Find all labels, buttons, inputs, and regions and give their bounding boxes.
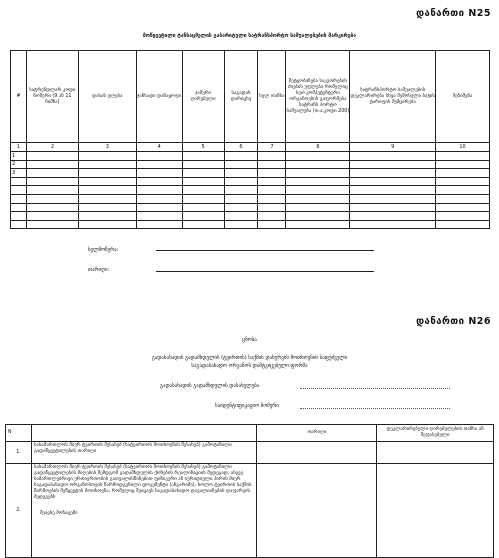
table-cell[interactable] [224,186,258,195]
table-cell[interactable] [224,169,258,178]
taxpayer-name-field[interactable] [300,388,450,389]
column-number: 9 [350,143,436,152]
table-cell[interactable] [26,177,78,186]
col-header: # [11,51,27,143]
table-cell[interactable] [286,194,350,203]
table-cell[interactable] [436,212,490,221]
table-cell[interactable] [182,194,224,203]
row-description: სასამართლოს მიერ ტვირთის შესახებ (სატვირთოს მოთხოვნის შესახებ) გამოტანილი გადაწყვეტილების თარიღი [31,442,257,464]
table-cell[interactable] [286,160,350,169]
table-cell[interactable] [224,220,258,229]
table-cell[interactable] [350,212,436,221]
table-cell[interactable] [78,177,136,186]
column-number: 2 [26,143,78,152]
table-cell[interactable] [78,160,136,169]
table-cell[interactable] [26,203,78,212]
table-cell[interactable] [350,194,436,203]
col-header-amount: დეკლარირებული ღირებულების თანხა ან შეფასებული [377,425,494,442]
annex-25-label: დანართი N25 [416,8,491,19]
table-row [11,152,490,161]
table-cell[interactable] [258,194,286,203]
column-number: 5 [182,143,224,152]
table-cell[interactable] [224,160,258,169]
table-cell[interactable] [350,186,436,195]
table-cell[interactable] [136,220,182,229]
table-cell[interactable] [182,177,224,186]
row-date-cell[interactable] [257,442,377,464]
table-row [11,203,490,212]
col-header-n: N [6,425,32,442]
id-number-field[interactable] [300,408,450,409]
table-cell[interactable] [436,152,490,161]
table-cell[interactable] [182,160,224,169]
table-cell[interactable] [26,152,78,161]
table-cell[interactable] [224,152,258,161]
table-cell[interactable] [286,186,350,195]
table-cell[interactable] [182,212,224,221]
annex-26-title: ცნობა [242,337,257,343]
table-row [6,442,494,464]
table-cell[interactable] [26,160,78,169]
date-line[interactable] [156,271,374,272]
table-cell[interactable] [26,212,78,221]
table-cell[interactable] [436,186,490,195]
row-description [31,464,257,558]
table-cell[interactable] [136,203,182,212]
table-cell[interactable] [258,152,286,161]
table-cell[interactable] [436,220,490,229]
table-cell[interactable] [258,212,286,221]
table-cell[interactable] [258,220,286,229]
table-cell[interactable] [224,203,258,212]
table-cell[interactable] [258,160,286,169]
table-row [6,464,494,558]
col-header-desc [31,425,257,442]
signature-line[interactable] [156,250,374,251]
table-cell[interactable] [436,169,490,178]
annex-26-table [5,424,494,558]
row-number: 1 [11,152,27,161]
table-cell[interactable] [136,152,182,161]
table-cell[interactable] [258,169,286,178]
table-cell[interactable] [350,152,436,161]
table-cell[interactable] [286,212,350,221]
table-row [11,212,490,221]
annex-26-subtitle-2: საგადასახადო ორგანოს დამტკიცებული ფორმა [191,363,308,369]
row-number: 1. [6,442,32,464]
row-number [11,220,27,229]
col-header: სატრენდლარ კოდი ნომერი (9 ან 11 ნიშნა) [26,51,78,143]
table-cell[interactable] [436,177,490,186]
annex-25-title: მოწყვეტილი ტანსაცმელის გაბარიტული სატრანსპორტო საშუალებების მარკირება [142,33,357,39]
column-number: 3 [78,143,136,152]
table-cell[interactable] [78,194,136,203]
col-header: საგადახ დარიცხვ [224,51,258,143]
column-number: 10 [436,143,490,152]
table-cell[interactable] [224,212,258,221]
table-cell[interactable] [136,169,182,178]
table-cell[interactable] [350,169,436,178]
table-cell[interactable] [182,203,224,212]
table-cell[interactable] [26,169,78,178]
table-cell[interactable] [286,220,350,229]
id-number-label: საიდენტიფიკაციო ნომერი [215,403,279,409]
col-header: შეტყობინება საკუთრების ძიების უფლება რომელიც სეთ კომპეტენტური ორგანოების გაფორმება სატრანს პორტო საშუალება (თ.ა.კოდი 200) [286,51,350,143]
column-number: 7 [258,143,286,152]
date-label: თარიღი: [88,267,110,273]
row-number [11,186,27,195]
table-row [11,186,490,195]
table-cell[interactable] [78,212,136,221]
table-cell[interactable] [136,186,182,195]
table-cell[interactable] [26,220,78,229]
annex-26-subtitle: გადასახადის გადამხდელის (ტვირთის) საქმის დახურვის მოთხოვნის საფუძველი [151,355,348,361]
table-cell[interactable] [78,152,136,161]
table-cell[interactable] [436,203,490,212]
table-cell[interactable] [258,203,286,212]
row-amount-cell[interactable] [377,442,494,464]
table-cell[interactable] [78,203,136,212]
table-cell[interactable] [182,169,224,178]
col-header: სატრანსპორტო საშუალების დეკლარირება სხვა შემოსული ბაჟის ტარიფის შემცირება [350,51,436,143]
row-number [11,177,27,186]
table-header-row [6,425,494,442]
column-number: 6 [224,143,258,152]
row-number: 2 [11,160,27,169]
row-number: 2. [6,464,32,558]
table-cell[interactable] [286,152,350,161]
annex-26-label: დანართი N26 [416,316,491,327]
table-cell[interactable] [350,160,436,169]
row-description-text: სასამართლოს მიერ ტვირთის შესახებ (სატვირთოს მოთხოვნის შესახებ) გამოტანილი გადაწყვეტილების მიღების შემდგომ გადამხდელის ქონების რეალიზაციის შედეგად, ასევე სამართლებრივი ურთიერთობის გათვალისწინებით ფიზიკური ან იურიდიული პირის მიერ საგადასახადო ორგანოსთვის წარმოდგენილი დოკუმენტი (ანგარიში), ხოლო ტვირთის საქმის წარმოების შეწყვეტის მოთხოვნა, რომელიც შეიცავს საგადასახადო დავალიანების დაფარვის შედეგებს [33,465,252,500]
col-header: დასახ ელება [78,51,136,143]
column-number: 8 [286,143,350,152]
taxpayer-name-label: გადასახადის გადამხდელის დასახელება [160,383,260,389]
row-number [11,194,27,203]
column-number: 1 [11,143,27,152]
column-number-row [11,143,490,152]
table-cell[interactable] [224,177,258,186]
table-cell[interactable] [436,160,490,169]
table-cell[interactable] [136,194,182,203]
annex-25-table [10,50,490,229]
row-amount-cell[interactable] [377,464,494,558]
row-sign-label: შეავსე მონაცემი [39,511,78,516]
table-cell[interactable] [136,160,182,169]
col-header: სულ თანხა [258,51,286,143]
table-cell[interactable] [258,177,286,186]
col-header-date: თარიღი [257,425,377,442]
row-number [11,212,27,221]
table-cell[interactable] [182,186,224,195]
table-row [11,220,490,229]
table-cell[interactable] [182,152,224,161]
signature-label: ხელმოწერა: [88,247,119,253]
table-cell[interactable] [136,212,182,221]
table-cell[interactable] [182,220,224,229]
table-cell[interactable] [78,220,136,229]
table-row [11,194,490,203]
table-cell[interactable] [350,177,436,186]
row-date-cell[interactable] [257,464,377,558]
table-cell[interactable] [78,186,136,195]
table-cell[interactable] [286,177,350,186]
table-cell[interactable] [78,169,136,178]
table-cell[interactable] [26,194,78,203]
table-row [11,177,490,186]
table-cell[interactable] [258,186,286,195]
column-number: 4 [136,143,182,152]
table-cell[interactable] [350,203,436,212]
table-cell[interactable] [436,194,490,203]
table-header-row [11,51,490,143]
table-cell[interactable] [26,186,78,195]
table-cell[interactable] [224,194,258,203]
table-row [11,169,490,178]
table-cell[interactable] [136,177,182,186]
table-cell[interactable] [286,203,350,212]
col-header: ჯანსადი დანაყოფი [136,51,182,143]
table-cell[interactable] [286,169,350,178]
table-cell[interactable] [350,220,436,229]
row-number [11,203,27,212]
col-header: ჯამური ღირებული [182,51,224,143]
row-number: 3 [11,169,27,178]
col-header: შენიშვნა [436,51,490,143]
table-row [11,160,490,169]
